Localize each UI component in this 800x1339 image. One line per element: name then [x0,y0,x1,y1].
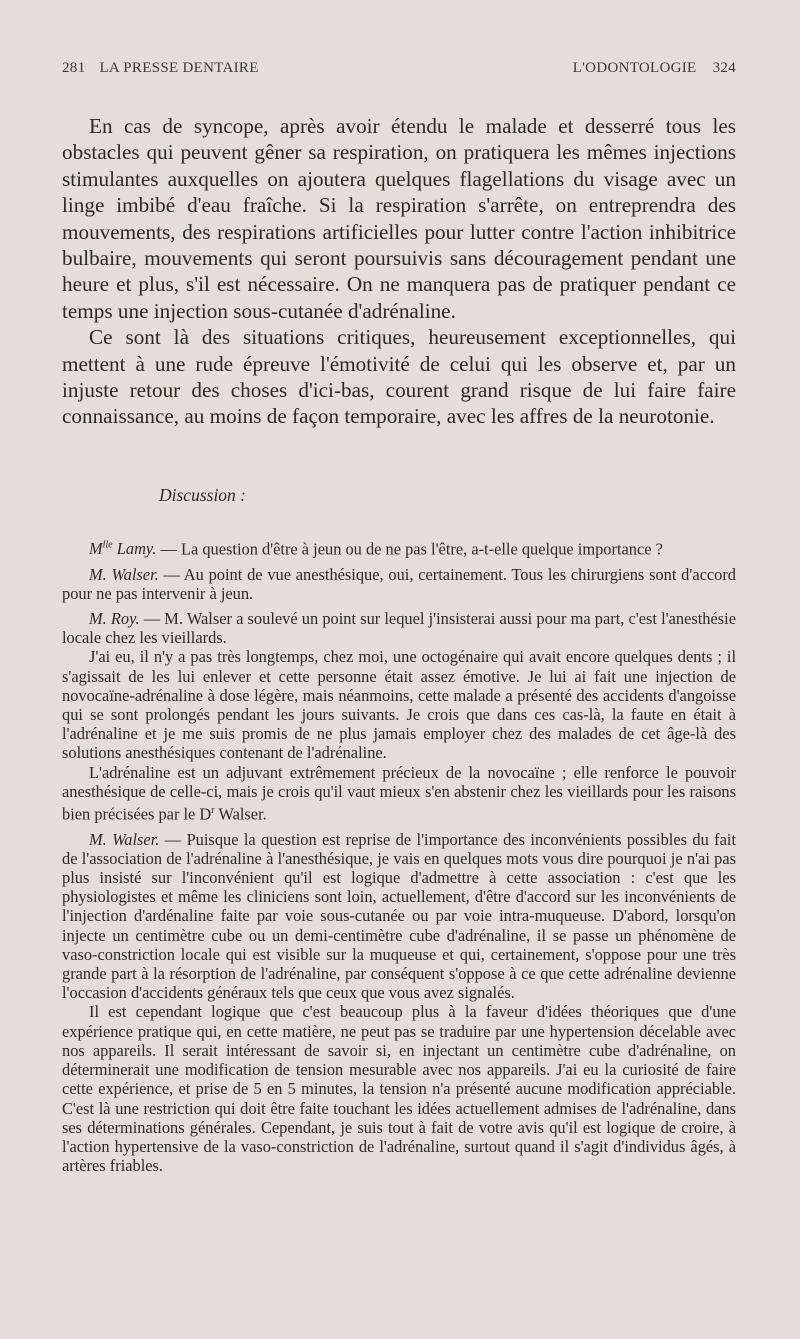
left-page-number: 281 [62,60,86,76]
discussion-paragraph: J'ai eu, il n'y a pas très longtemps, chez moi, une octogénaire qui avait encore quelques dents ; il s'agissait de les lui enlever et cette personne était assez émotive. Je lui ai fait une injection de novocaïne-adrénaline à dose légère, mais néanmoins, cette malade a présenté des accidents d'angoisse qui se sont prolongés pendant les jours suivants. Je crois que dans ces cas-là, la faute en était à l'adrénaline et je me suis promis de ne plus jamais employer chez des malades de cet âge-là des solutions anesthésiques contenant de l'adrénaline. [62,647,736,763]
title-superscript: r [211,804,215,816]
speaker-superscript: lle [102,539,113,551]
discussion-entry [62,609,736,647]
speaker-name: M. Walser. [89,564,159,584]
discussion-entry [62,536,736,559]
speaker-name [89,539,156,558]
speaker-name: M. Roy. [89,608,140,628]
entry-text: — M. Walser a soulevé un point sur lequel j'insisterai aussi pour ma part, c'est l'anesthésie locale chez les vieillards. [62,608,736,648]
entry-text: — La question d'être à jeun ou de ne pas l'être, a-t-elle quelque importance ? [156,539,663,559]
body-paragraph: Ce sont là des situations critiques, heureusement exceptionnelles, qui mettent à une rude épreuve l'émotivité de celui qui les observe et, par un injuste retour des choses d'ici-bas, courent grand risque de lui faire faire connaissance, au moins de façon temporaire, avec les affres de la neurotonie. [62,325,736,429]
entry-text: — Au point de vue anesthésique, oui, certainement. Tous les chirurgiens sont d'accord pour ne pas intervenir à jeun. [62,564,736,603]
discussion-entry [62,565,736,603]
body-paragraph: En cas de syncope, après avoir étendu le malade et desserré tous les obstacles qui peuvent gêner sa respiration, on pratiquera les mêmes injections stimulantes auxquelles on ajoutera quelques flagellations du visage avec un linge imbibé d'eau fraîche. Si la respiration s'arrête, on entreprendra des mouvements, des respirations artificielles pour lutter contre l'action inhibitrice bulbaire, mouvements qui seront poursuivis sans découragement pendant une heure et plus, s'il est nécessaire. On ne manquera pas de pratiquer pendant ce temps une injection sous-cutanée d'adrénaline. [62,114,736,323]
left-journal-title: LA PRESSE DENTAIRE [99,60,259,76]
speaker-surname: Lamy. [112,539,157,559]
discussion-paragraph: Il est cependant logique que c'est beaucoup plus à la faveur d'idées théoriques que d'une expérience pratique qui, en cette matière, ne peut pas se traduire par une hypertension décelable avec nos appareils. Il serait intéressant de savoir si, en injectant un centimètre cube d'adrénaline, on déterminerait une modification de tension mesurable avec nos appareils. J'ai eu la curiosité de faire cette expérience, et prise de 5 en 5 minutes, la tension n'a présenté aucune modification appréciable. C'est là une restriction qui doit être faite touchant les idées actuellement admises de l'adrénaline, dans ses déterminations générales. Cependant, je suis tout à fait de votre avis qu'il est logique de croire, à l'action hypertensive de la vaso-constriction de l'adrénaline, surtout quand il s'agit d'individus âgés, à artères friables. [62,1002,736,1176]
header-left [62,60,259,77]
entry-text-end: Walser. [214,804,267,824]
header-right [573,60,736,77]
running-header [62,60,736,77]
discussion-heading: Discussion : [159,484,247,505]
speaker-prefix: M [89,539,103,559]
right-page-number: 324 [712,60,736,76]
discussion-paragraph [62,763,736,824]
right-journal-title: L'ODONTOLOGIE [572,60,697,76]
entry-text: L'adrénaline est un adjuvant extrêmement précieux de la novocaïne ; elle renforce le pouvoir anesthésique de celle-ci, mais je crois qu'il vaut mieux s'en abstenir chez les vieillards pour les raisons bien précisées par le D [62,762,736,824]
discussion-entry [62,830,736,1003]
speaker-name: M. Walser. [89,829,160,849]
entry-text: — Puisque la question est reprise de l'importance des inconvénients possibles du fait de l'association de l'adrénaline à l'anesthésique, je vais en quelques mots vous dire pourquoi je n'ai pas plus insisté sur l'inconvénient qu'il est logique d'admettre à cette association : c'est que les physiologistes et même les cliniciens sont loin, actuellement, d'être d'accord sur les inconvénients de l'injection d'ardénaline faite par voie sous-cutanée ou par voie intra-muqueuse. D'abord, lorsqu'on injecte un centimètre cube ou un demi-centimètre cube d'adrénaline, il se passe un phénomène de vaso-constriction locale qui est visible sur la muqueuse et qui, certainement, s'oppose pour une très grande part à la résorption de l'adrénaline, par conséquent s'oppose à ce que cette adrénaline devienne l'occasion d'accidents généraux tels que ceux que vous avez signalés. [62,829,737,1003]
